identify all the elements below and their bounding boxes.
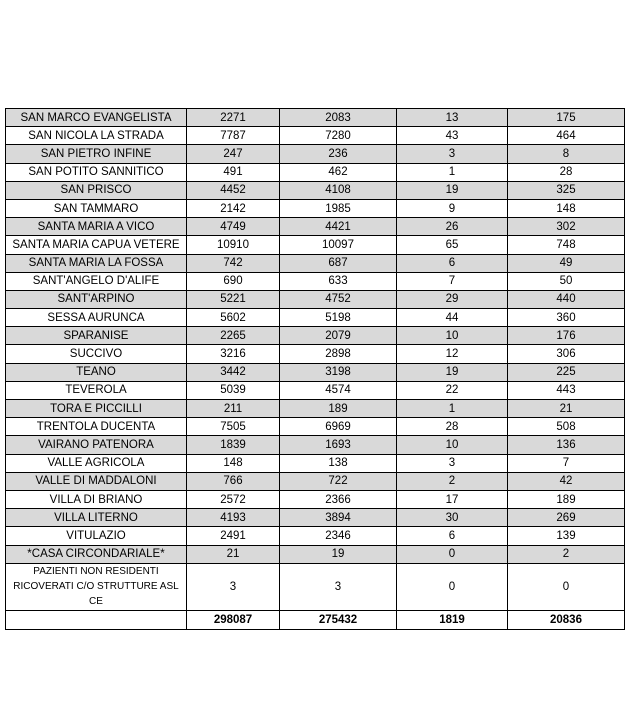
value-col2-cell: 3198 (280, 363, 397, 381)
municipality-name-cell: SAN POTITO SANNITICO (6, 163, 187, 181)
municipality-name-cell: SAN NICOLA LA STRADA (6, 127, 187, 145)
value-col2-cell: 189 (280, 400, 397, 418)
value-col1-cell: 1839 (187, 436, 280, 454)
value-col4-cell: 508 (508, 418, 625, 436)
value-col3-cell: 26 (397, 218, 508, 236)
value-col4-cell: 175 (508, 109, 625, 127)
value-col1-cell: 491 (187, 163, 280, 181)
value-col1-cell: 4749 (187, 218, 280, 236)
value-col1-cell: 247 (187, 145, 280, 163)
value-col4-cell: 28 (508, 163, 625, 181)
value-col3-cell: 9 (397, 199, 508, 217)
value-col3-cell: 3 (397, 454, 508, 472)
value-col3-cell: 19 (397, 363, 508, 381)
value-col4-cell: 464 (508, 127, 625, 145)
value-col4-cell: 50 (508, 272, 625, 290)
value-col3-cell: 17 (397, 490, 508, 508)
value-col2-cell: 7280 (280, 127, 397, 145)
municipality-name-cell: SAN PRISCO (6, 181, 187, 199)
value-col3-cell: 10 (397, 327, 508, 345)
value-col3-cell: 6 (397, 527, 508, 545)
value-col4-cell: 49 (508, 254, 625, 272)
value-col3-cell: 44 (397, 309, 508, 327)
value-col4-cell: 189 (508, 490, 625, 508)
municipality-name-cell: *CASA CIRCONDARIALE* (6, 545, 187, 563)
municipality-name-cell: VALLE DI MADDALONI (6, 472, 187, 490)
value-col1-cell: 2142 (187, 199, 280, 217)
value-col1-cell: 21 (187, 545, 280, 563)
value-col2-cell: 4421 (280, 218, 397, 236)
table-row (6, 381, 625, 399)
value-col1-cell: 10910 (187, 236, 280, 254)
value-col4-cell: 440 (508, 290, 625, 308)
value-col1-cell: 2271 (187, 109, 280, 127)
value-col4-cell: 443 (508, 381, 625, 399)
value-col4-cell: 325 (508, 181, 625, 199)
table-row (6, 163, 625, 181)
value-col4-cell: 0 (508, 563, 625, 610)
municipality-name-cell: TEANO (6, 363, 187, 381)
municipality-name-cell: SANTA MARIA A VICO (6, 218, 187, 236)
municipality-table (5, 108, 625, 630)
value-col4-cell: 225 (508, 363, 625, 381)
value-col3-cell: 6 (397, 254, 508, 272)
value-col1-cell: 211 (187, 400, 280, 418)
table-row (6, 145, 625, 163)
data-table-container (5, 108, 624, 630)
table-row (6, 472, 625, 490)
value-col2-cell: 3 (280, 563, 397, 610)
value-col2-cell: 2346 (280, 527, 397, 545)
value-col4-cell: 136 (508, 436, 625, 454)
value-col1-cell: 766 (187, 472, 280, 490)
value-col4-cell: 302 (508, 218, 625, 236)
municipality-name-cell: SANT'ARPINO (6, 290, 187, 308)
municipality-name-cell: SANTA MARIA LA FOSSA (6, 254, 187, 272)
table-row (6, 545, 625, 563)
value-col2-cell: 4752 (280, 290, 397, 308)
value-col3-cell: 28 (397, 418, 508, 436)
value-col2-cell: 2898 (280, 345, 397, 363)
municipality-name-cell: SANTA MARIA CAPUA VETERE (6, 236, 187, 254)
value-col2-cell: 6969 (280, 418, 397, 436)
value-col4-cell: 139 (508, 527, 625, 545)
value-col4-cell: 176 (508, 327, 625, 345)
table-row (6, 181, 625, 199)
value-col4-cell: 42 (508, 472, 625, 490)
value-col2-cell: 4574 (280, 381, 397, 399)
value-col2-cell: 1693 (280, 436, 397, 454)
value-col2-cell: 633 (280, 272, 397, 290)
table-row (6, 199, 625, 217)
value-col1-cell: 7787 (187, 127, 280, 145)
value-col1-cell: 148 (187, 454, 280, 472)
value-col3-cell: 0 (397, 563, 508, 610)
table-row (6, 236, 625, 254)
value-col4-cell: 306 (508, 345, 625, 363)
value-col3-cell: 7 (397, 272, 508, 290)
total-value-col1-cell: 298087 (187, 610, 280, 629)
value-col2-cell: 687 (280, 254, 397, 272)
value-col1-cell: 742 (187, 254, 280, 272)
value-col2-cell: 462 (280, 163, 397, 181)
table-row (6, 454, 625, 472)
municipality-name-cell: SAN PIETRO INFINE (6, 145, 187, 163)
value-col3-cell: 10 (397, 436, 508, 454)
table-row (6, 218, 625, 236)
table-row (6, 309, 625, 327)
table-body (6, 109, 625, 630)
value-col3-cell: 65 (397, 236, 508, 254)
table-row (6, 418, 625, 436)
value-col2-cell: 4108 (280, 181, 397, 199)
value-col1-cell: 4452 (187, 181, 280, 199)
value-col1-cell: 7505 (187, 418, 280, 436)
municipality-name-cell: PAZIENTI NON RESIDENTI RICOVERATI C/O STRUTTURE ASL CE (6, 563, 187, 610)
value-col3-cell: 13 (397, 109, 508, 127)
table-row (6, 109, 625, 127)
value-col2-cell: 10097 (280, 236, 397, 254)
value-col4-cell: 7 (508, 454, 625, 472)
value-col1-cell: 2265 (187, 327, 280, 345)
municipality-name-cell: VAIRANO PATENORA (6, 436, 187, 454)
value-col3-cell: 1 (397, 163, 508, 181)
value-col4-cell: 269 (508, 509, 625, 527)
table-row (6, 345, 625, 363)
total-value-col4-cell: 20836 (508, 610, 625, 629)
table-row (6, 363, 625, 381)
value-col3-cell: 0 (397, 545, 508, 563)
municipality-name-cell: TRENTOLA DUCENTA (6, 418, 187, 436)
value-col4-cell: 2 (508, 545, 625, 563)
table-row (6, 127, 625, 145)
table-row (6, 290, 625, 308)
value-col2-cell: 5198 (280, 309, 397, 327)
value-col3-cell: 30 (397, 509, 508, 527)
table-row (6, 509, 625, 527)
value-col1-cell: 3 (187, 563, 280, 610)
table-row (6, 272, 625, 290)
value-col1-cell: 2572 (187, 490, 280, 508)
table-row (6, 436, 625, 454)
municipality-name-cell: VILLA DI BRIANO (6, 490, 187, 508)
value-col4-cell: 21 (508, 400, 625, 418)
municipality-name-cell: SPARANISE (6, 327, 187, 345)
table-row (6, 254, 625, 272)
municipality-name-cell: SANT'ANGELO D'ALIFE (6, 272, 187, 290)
municipality-name-cell: TEVEROLA (6, 381, 187, 399)
value-col1-cell: 690 (187, 272, 280, 290)
value-col1-cell: 3442 (187, 363, 280, 381)
value-col3-cell: 12 (397, 345, 508, 363)
value-col2-cell: 138 (280, 454, 397, 472)
municipality-name-cell: VITULAZIO (6, 527, 187, 545)
value-col3-cell: 1 (397, 400, 508, 418)
table-row (6, 400, 625, 418)
value-col2-cell: 2083 (280, 109, 397, 127)
municipality-name-cell: SAN TAMMARO (6, 199, 187, 217)
table-row (6, 527, 625, 545)
total-value-col3-cell: 1819 (397, 610, 508, 629)
table-row (6, 327, 625, 345)
value-col1-cell: 5602 (187, 309, 280, 327)
value-col2-cell: 2366 (280, 490, 397, 508)
value-col3-cell: 2 (397, 472, 508, 490)
municipality-name-cell: SAN MARCO EVANGELISTA (6, 109, 187, 127)
municipality-name-cell: SUCCIVO (6, 345, 187, 363)
value-col2-cell: 2079 (280, 327, 397, 345)
value-col4-cell: 148 (508, 199, 625, 217)
table-row (6, 490, 625, 508)
value-col1-cell: 5221 (187, 290, 280, 308)
value-col1-cell: 2491 (187, 527, 280, 545)
value-col3-cell: 43 (397, 127, 508, 145)
value-col1-cell: 3216 (187, 345, 280, 363)
table-row (6, 563, 625, 610)
value-col1-cell: 4193 (187, 509, 280, 527)
value-col2-cell: 19 (280, 545, 397, 563)
municipality-name-cell: VILLA LITERNO (6, 509, 187, 527)
municipality-name-cell: SESSA AURUNCA (6, 309, 187, 327)
municipality-name-cell: VALLE AGRICOLA (6, 454, 187, 472)
value-col3-cell: 22 (397, 381, 508, 399)
value-col3-cell: 19 (397, 181, 508, 199)
value-col4-cell: 748 (508, 236, 625, 254)
value-col2-cell: 722 (280, 472, 397, 490)
value-col2-cell: 236 (280, 145, 397, 163)
value-col1-cell: 5039 (187, 381, 280, 399)
value-col4-cell: 8 (508, 145, 625, 163)
value-col3-cell: 3 (397, 145, 508, 163)
municipality-name-cell: TORA E PICCILLI (6, 400, 187, 418)
value-col2-cell: 3894 (280, 509, 397, 527)
value-col4-cell: 360 (508, 309, 625, 327)
total-value-col2-cell: 275432 (280, 610, 397, 629)
totals-row (6, 610, 625, 629)
value-col3-cell: 29 (397, 290, 508, 308)
total-municipality-name-cell (6, 610, 187, 629)
value-col2-cell: 1985 (280, 199, 397, 217)
